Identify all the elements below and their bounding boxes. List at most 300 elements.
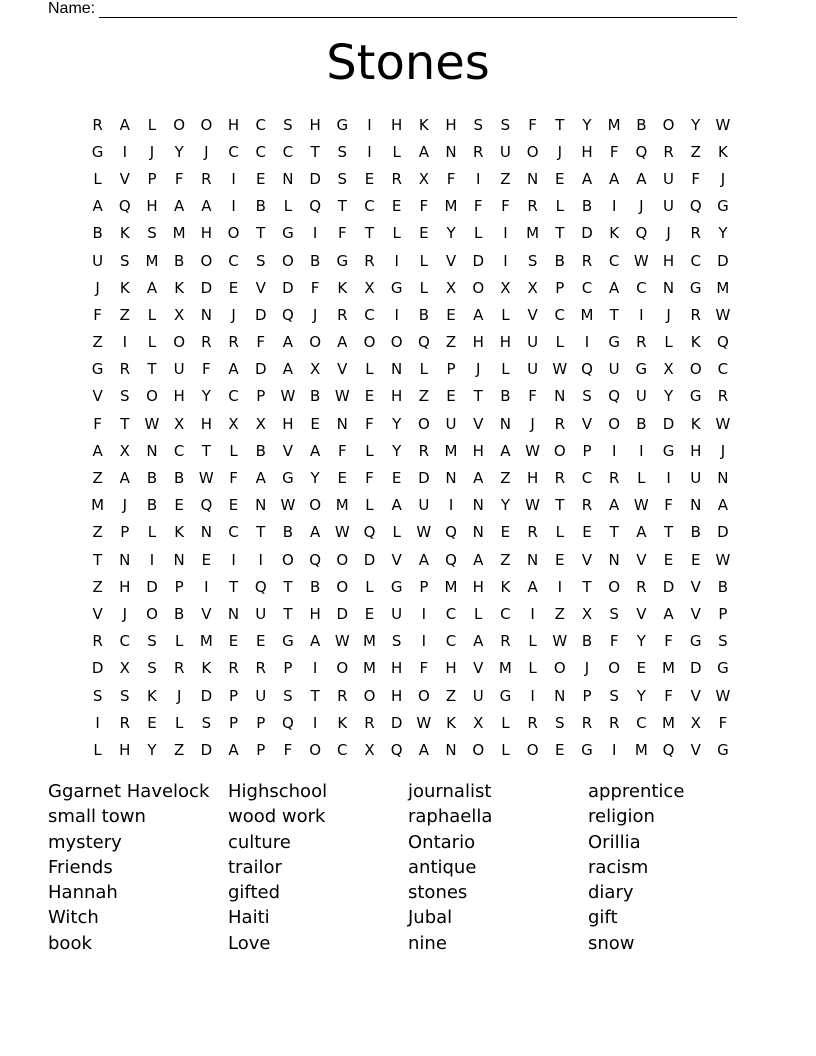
- grid-letter: G: [717, 197, 729, 216]
- grid-letter: K: [717, 142, 728, 161]
- grid-letter: R: [228, 333, 239, 352]
- grid-letter: A: [146, 278, 158, 297]
- grid-letter: K: [690, 333, 701, 352]
- grid-letter: T: [147, 360, 157, 379]
- grid-letter: G: [689, 632, 702, 651]
- grid-letter: K: [418, 115, 429, 134]
- grid-letter: T: [337, 197, 347, 216]
- grid-letter: V: [255, 278, 266, 297]
- grid-letter: G: [91, 360, 104, 379]
- grid-letter: D: [282, 278, 294, 297]
- grid-letter: R: [391, 169, 402, 188]
- grid-letter: O: [309, 333, 321, 352]
- grid-letter: R: [92, 632, 103, 651]
- grid-letter: P: [555, 278, 565, 297]
- grid-letter: C: [500, 604, 511, 623]
- grid-letter: O: [146, 387, 158, 406]
- grid-letter: A: [473, 305, 484, 324]
- grid-letter: F: [609, 142, 619, 161]
- grid-letter: Y: [310, 469, 320, 488]
- grid-letter: N: [526, 550, 539, 569]
- grid-letter: S: [283, 686, 293, 705]
- grid-letter: X: [581, 604, 593, 623]
- grid-letter: E: [174, 496, 184, 515]
- grid-letter: G: [689, 278, 702, 297]
- grid-letter: Y: [201, 387, 211, 406]
- grid-letter: Y: [636, 632, 646, 651]
- grid-letter: O: [227, 224, 240, 243]
- grid-letter: C: [608, 251, 620, 270]
- grid-letter: C: [636, 713, 647, 732]
- grid-letter: S: [120, 686, 130, 705]
- grid-letter: T: [283, 577, 293, 596]
- grid-letter: G: [662, 441, 675, 460]
- grid-letter: O: [472, 740, 485, 759]
- grid-letter: O: [553, 441, 566, 460]
- grid-letter: N: [391, 360, 403, 379]
- grid-letter: J: [176, 686, 182, 705]
- grid-letter: F: [419, 659, 429, 678]
- grid-letter: H: [581, 142, 593, 161]
- grid-letter: O: [608, 414, 621, 433]
- grid-row: [84, 356, 737, 383]
- grid-letter: O: [363, 686, 376, 705]
- grid-letter: W: [633, 251, 649, 270]
- grid-letter: L: [555, 523, 564, 542]
- grid-letter: L: [528, 632, 537, 651]
- grid-letter: E: [147, 713, 157, 732]
- grid-letter: W: [525, 496, 541, 515]
- grid-letter: J: [666, 305, 671, 324]
- grid-letter: I: [367, 115, 372, 134]
- grid-letter: N: [282, 169, 294, 188]
- grid-letter: O: [608, 659, 621, 678]
- grid-letter: L: [501, 740, 510, 759]
- grid-letter: Y: [392, 414, 402, 433]
- grid-letter: V: [690, 740, 701, 759]
- grid-letter: Y: [663, 387, 674, 406]
- grid-letter: Q: [390, 740, 403, 759]
- grid-letter: I: [639, 305, 644, 324]
- grid-letter: Y: [582, 115, 592, 134]
- grid-letter: V: [92, 604, 103, 623]
- grid-letter: R: [228, 659, 239, 678]
- grid-letter: B: [174, 604, 185, 623]
- grid-letter: A: [473, 632, 484, 651]
- grid-letter: A: [92, 197, 103, 216]
- grid-row: [84, 492, 737, 519]
- grid-letter: C: [581, 469, 593, 488]
- grid-letter: G: [717, 659, 729, 678]
- grid-row: [84, 301, 737, 328]
- grid-letter: U: [608, 360, 620, 379]
- grid-letter: S: [92, 686, 103, 705]
- grid-letter: R: [663, 142, 674, 161]
- word-list-item: diary: [588, 882, 634, 904]
- grid-letter: B: [92, 224, 103, 243]
- grid-letter: K: [609, 224, 620, 243]
- grid-letter: U: [635, 387, 647, 406]
- word-list-item: stones: [408, 882, 468, 904]
- grid-letter: C: [717, 360, 729, 379]
- grid-row: [84, 193, 737, 220]
- grid-letter: D: [309, 169, 321, 188]
- grid-letter: P: [419, 577, 429, 596]
- grid-letter: A: [119, 115, 130, 134]
- grid-letter: E: [419, 224, 429, 243]
- grid-letter: M: [335, 496, 349, 515]
- grid-letter: T: [283, 604, 293, 623]
- word-list: [48, 779, 768, 956]
- grid-letter: D: [689, 659, 702, 678]
- grid-letter: M: [662, 713, 675, 732]
- grid-letter: F: [202, 360, 211, 379]
- grid-letter: H: [119, 577, 131, 596]
- grid-letter: X: [663, 360, 674, 379]
- grid-letter: R: [636, 577, 647, 596]
- grid-letter: V: [445, 251, 457, 270]
- grid-letter: D: [390, 713, 403, 732]
- grid-letter: O: [200, 251, 213, 270]
- word-list-item: small town: [48, 806, 146, 828]
- grid-letter: T: [310, 142, 320, 161]
- grid-letter: X: [527, 278, 538, 297]
- grid-letter: U: [418, 496, 430, 515]
- grid-letter: O: [336, 550, 349, 569]
- grid-letter: R: [608, 469, 620, 488]
- grid-letter: V: [581, 550, 593, 569]
- grid-letter: I: [421, 632, 427, 651]
- grid-letter: B: [500, 387, 511, 406]
- grid-letter: B: [581, 197, 593, 216]
- grid-letter: R: [527, 713, 538, 732]
- grid-letter: Z: [445, 333, 457, 352]
- grid-letter: L: [555, 333, 564, 352]
- grid-letter: I: [611, 740, 617, 759]
- grid-letter: D: [717, 523, 729, 542]
- grid-letter: M: [199, 632, 213, 651]
- grid-letter: G: [91, 142, 104, 161]
- grid-letter: V: [690, 686, 701, 705]
- grid-letter: N: [146, 441, 158, 460]
- grid-letter: A: [473, 469, 484, 488]
- grid-letter: B: [255, 197, 266, 216]
- grid-letter: M: [662, 659, 675, 678]
- grid-letter: P: [582, 686, 592, 705]
- grid-letter: F: [528, 115, 537, 134]
- grid-letter: H: [472, 577, 484, 596]
- grid-letter: L: [365, 441, 374, 460]
- grid-row: [84, 165, 737, 192]
- grid-letter: Q: [608, 387, 621, 406]
- word-list-item: apprentice: [588, 781, 685, 802]
- grid-row: [84, 736, 737, 763]
- word-list-item: Hannah: [48, 882, 118, 904]
- grid-letter: C: [119, 632, 131, 651]
- grid-letter: F: [93, 305, 102, 324]
- grid-letter: V: [690, 577, 701, 596]
- grid-letter: K: [446, 713, 456, 732]
- grid-letter: V: [201, 604, 212, 623]
- grid-letter: K: [119, 224, 130, 243]
- grid-letter: L: [283, 197, 293, 216]
- grid-letter: V: [473, 659, 484, 678]
- grid-row: [84, 464, 737, 491]
- grid-letter: Q: [445, 550, 457, 569]
- grid-letter: E: [228, 496, 239, 515]
- grid-letter: R: [500, 632, 511, 651]
- grid-letter: F: [691, 169, 701, 188]
- grid-row: [84, 410, 737, 437]
- grid-letter: U: [92, 251, 104, 270]
- grid-letter: R: [201, 169, 212, 188]
- grid-letter: A: [473, 550, 484, 569]
- name-label: Name:: [48, 0, 96, 17]
- grid-letter: L: [392, 523, 401, 542]
- grid-letter: F: [93, 414, 102, 433]
- grid-letter: N: [554, 387, 566, 406]
- name-underline[interactable]: [99, 3, 737, 18]
- grid-letter: P: [718, 604, 728, 623]
- grid-letter: E: [364, 169, 375, 188]
- word-list-item: Ontario: [408, 831, 476, 853]
- word-list-item: culture: [228, 831, 291, 853]
- grid-letter: Y: [446, 224, 456, 243]
- grid-letter: P: [120, 523, 130, 542]
- grid-letter: L: [365, 360, 374, 379]
- grid-letter: F: [283, 740, 293, 759]
- grid-letter: G: [689, 387, 702, 406]
- word-list-item: raphaella: [408, 806, 493, 828]
- grid-row: [84, 437, 737, 464]
- grid-letter: F: [337, 441, 347, 460]
- grid-letter: C: [173, 441, 185, 460]
- grid-letter: I: [584, 333, 590, 352]
- grid-letter: F: [446, 169, 456, 188]
- grid-letter: F: [473, 197, 483, 216]
- grid-letter: N: [717, 469, 729, 488]
- grid-row: [84, 220, 737, 247]
- grid-letter: L: [174, 632, 184, 651]
- grid-letter: B: [636, 115, 647, 134]
- grid-letter: T: [364, 224, 375, 243]
- grid-letter: G: [336, 115, 349, 134]
- grid-letter: D: [254, 305, 267, 324]
- grid-letter: B: [146, 496, 158, 515]
- grid-letter: H: [445, 659, 457, 678]
- word-list-item: Jubal: [408, 907, 453, 929]
- grid-letter: L: [637, 469, 646, 488]
- grid-letter: R: [173, 659, 185, 678]
- grid-letter: Y: [174, 142, 184, 161]
- grid-letter: R: [581, 251, 593, 270]
- grid-letter: A: [609, 278, 620, 297]
- grid-letter: H: [391, 387, 403, 406]
- grid-letter: S: [147, 224, 157, 243]
- grid-letter: M: [172, 224, 186, 243]
- grid-letter: Q: [445, 523, 457, 542]
- grid-letter: I: [666, 469, 671, 488]
- grid-letter: L: [501, 713, 510, 732]
- grid-letter: X: [473, 713, 484, 732]
- grid-letter: O: [526, 142, 539, 161]
- grid-letter: X: [119, 441, 130, 460]
- grid-letter: W: [715, 305, 731, 324]
- grid-letter: Z: [92, 577, 103, 596]
- grid-letter: M: [444, 577, 458, 596]
- grid-letter: N: [526, 169, 539, 188]
- grid-letter: J: [204, 142, 209, 161]
- grid-row: [84, 519, 737, 546]
- grid-letter: A: [255, 469, 266, 488]
- grid-letter: E: [201, 550, 212, 569]
- grid-letter: A: [174, 197, 185, 216]
- grid-letter: Y: [500, 496, 510, 515]
- grid-letter: V: [581, 414, 593, 433]
- grid-letter: I: [95, 713, 100, 732]
- grid-letter: H: [690, 441, 702, 460]
- grid-letter: V: [337, 360, 348, 379]
- grid-letter: S: [120, 251, 130, 270]
- grid-letter: H: [472, 333, 484, 352]
- grid-letter: E: [555, 740, 565, 759]
- grid-row: [84, 111, 737, 138]
- grid-letter: F: [365, 414, 374, 433]
- grid-letter: D: [146, 577, 158, 596]
- grid-letter: P: [147, 169, 157, 188]
- grid-letter: S: [120, 387, 130, 406]
- grid-letter: V: [92, 387, 103, 406]
- grid-letter: O: [417, 686, 430, 705]
- grid-letter: J: [584, 659, 590, 678]
- grid-letter: Q: [282, 305, 294, 324]
- grid-letter: R: [636, 333, 647, 352]
- grid-letter: H: [309, 604, 321, 623]
- word-list-item: mystery: [48, 831, 122, 853]
- grid-letter: L: [474, 604, 483, 623]
- grid-letter: Z: [92, 333, 103, 352]
- grid-letter: Q: [254, 577, 267, 596]
- grid-letter: O: [689, 360, 702, 379]
- grid-letter: R: [690, 224, 701, 243]
- grid-letter: E: [391, 469, 402, 488]
- grid-letter: N: [200, 523, 212, 542]
- grid-letter: S: [147, 659, 157, 678]
- grid-letter: I: [149, 550, 155, 569]
- grid-letter: W: [334, 523, 350, 542]
- grid-letter: R: [527, 523, 538, 542]
- grid-letter: D: [363, 550, 376, 569]
- grid-letter: D: [200, 740, 213, 759]
- grid-letter: B: [717, 577, 729, 596]
- grid-letter: D: [200, 686, 213, 705]
- grid-letter: X: [174, 305, 185, 324]
- grid-letter: W: [144, 414, 160, 433]
- grid-letter: P: [256, 713, 266, 732]
- grid-row: [84, 329, 737, 356]
- grid-letter: O: [662, 115, 675, 134]
- grid-letter: K: [337, 713, 348, 732]
- grid-letter: A: [636, 169, 647, 188]
- grid-letter: I: [557, 577, 562, 596]
- grid-letter: M: [716, 278, 730, 297]
- grid-letter: W: [525, 441, 541, 460]
- word-list-item: Love: [228, 932, 271, 954]
- grid-letter: I: [448, 496, 454, 515]
- grid-letter: E: [446, 387, 456, 406]
- grid-letter: J: [231, 305, 236, 324]
- grid-letter: P: [174, 577, 184, 596]
- grid-letter: X: [364, 740, 375, 759]
- grid-letter: O: [146, 604, 158, 623]
- grid-letter: D: [336, 604, 349, 623]
- grid-letter: B: [309, 577, 321, 596]
- grid-letter: Z: [92, 523, 103, 542]
- grid-letter: M: [91, 496, 105, 515]
- grid-letter: J: [149, 142, 155, 161]
- grid-letter: C: [445, 632, 457, 651]
- grid-letter: H: [472, 441, 484, 460]
- grid-letter: Y: [718, 224, 728, 243]
- grid-letter: B: [174, 469, 185, 488]
- grid-letter: U: [499, 142, 511, 161]
- grid-letter: R: [255, 659, 266, 678]
- grid-letter: Y: [636, 686, 646, 705]
- grid-letter: Q: [635, 142, 648, 161]
- grid-letter: Y: [147, 740, 157, 759]
- grid-letter: H: [146, 197, 158, 216]
- grid-letter: V: [636, 604, 647, 623]
- grid-letter: W: [198, 469, 214, 488]
- grid-letter: A: [581, 169, 593, 188]
- grid-letter: R: [418, 441, 430, 460]
- grid-letter: F: [609, 632, 619, 651]
- grid-letter: L: [93, 740, 102, 759]
- grid-letter: W: [280, 387, 296, 406]
- grid-letter: J: [122, 604, 127, 623]
- grid-letter: T: [256, 523, 266, 542]
- grid-letter: W: [280, 496, 296, 515]
- grid-letter: O: [363, 333, 376, 352]
- grid-letter: G: [581, 740, 593, 759]
- grid-letter: F: [174, 169, 184, 188]
- grid-letter: W: [552, 360, 568, 379]
- grid-letter: N: [445, 740, 457, 759]
- grid-letter: P: [256, 387, 266, 406]
- grid-letter: L: [419, 251, 429, 270]
- grid-letter: M: [444, 197, 458, 216]
- grid-letter: W: [715, 414, 731, 433]
- grid-letter: A: [500, 441, 511, 460]
- grid-letter: O: [608, 577, 621, 596]
- grid-letter: H: [526, 469, 539, 488]
- grid-letter: J: [476, 360, 481, 379]
- grid-letter: O: [309, 496, 321, 515]
- grid-letter: S: [391, 632, 402, 651]
- grid-letter: K: [174, 278, 185, 297]
- grid-letter: O: [417, 414, 430, 433]
- grid-row: [84, 138, 737, 165]
- grid-letter: E: [310, 414, 320, 433]
- grid-letter: I: [312, 713, 318, 732]
- grid-letter: S: [337, 169, 348, 188]
- grid-letter: S: [718, 632, 728, 651]
- grid-letter: Q: [200, 496, 213, 515]
- grid-letter: E: [255, 169, 266, 188]
- grid-letter: E: [364, 604, 375, 623]
- grid-letter: C: [364, 305, 375, 324]
- grid-letter: S: [527, 251, 538, 270]
